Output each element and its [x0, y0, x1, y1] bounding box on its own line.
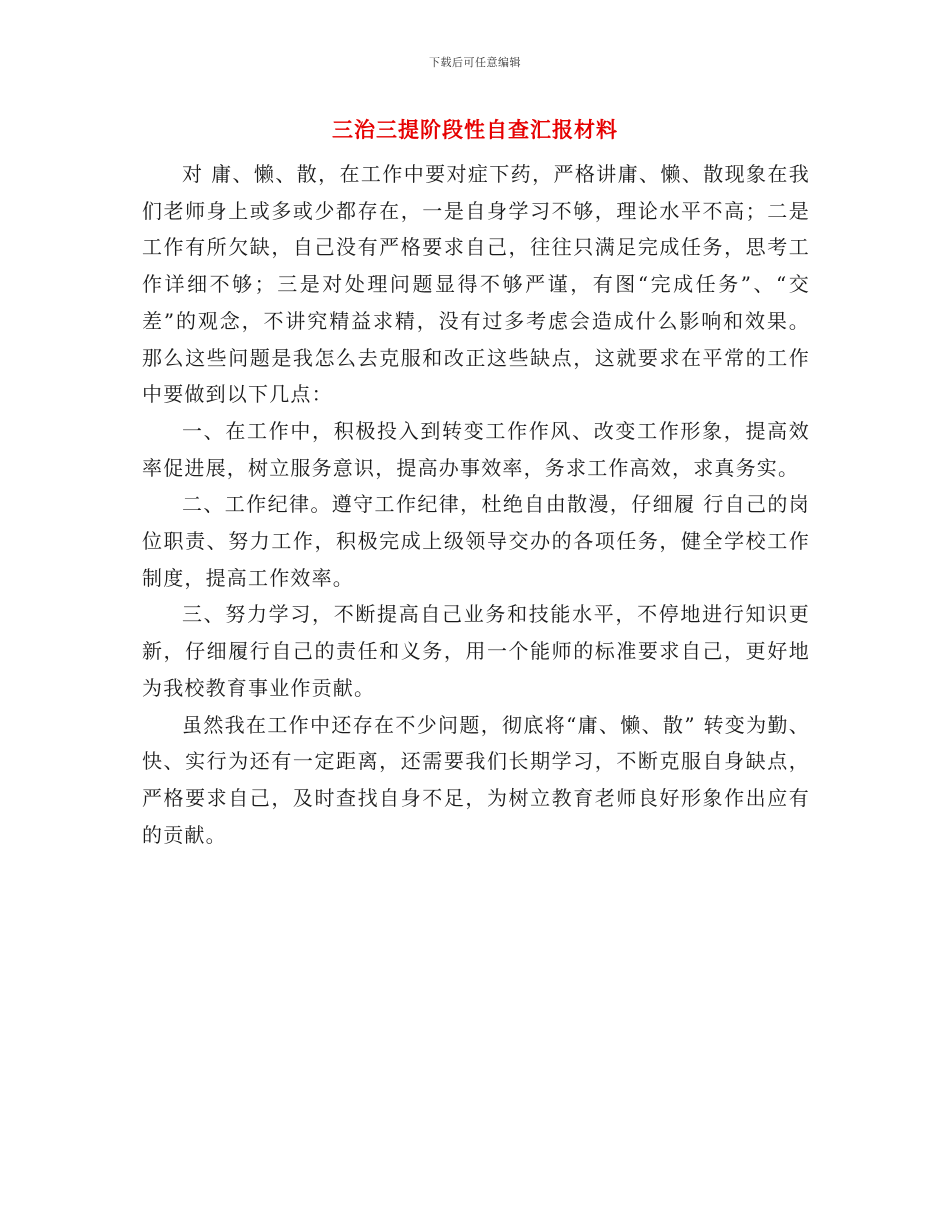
- paragraph-conclusion: 虽然我在工作中还存在不少问题，彻底将“庸、懒、散” 转变为勤、快、实行为还有一定距离，还需要我们长期学习，不断克服自身缺点，严格要求自己，及时查找自身不足，为树立教育老师良好形象作出应有的贡献。: [142, 712, 810, 847]
- paragraph-intro: 对 庸、懒、散，在工作中要对症下药，严格讲庸、懒、散现象在我们老师身上或多或少都存在，一是自身学习不够，理论水平不高；二是工作有所欠缺，自己没有严格要求自己，往往只满足完成任务，思考工作详细不够；三是对处理问题显得不够严谨，有图“完成任务”、“交差”的观念，不讲究精益求精，没有过多考虑会造成什么影响和效果。那么这些问题是我怎么去克服和改正这些缺点，这就要求在平常的工作中要做到以下几点：: [142, 162, 810, 407]
- document-body: [142, 156, 810, 853]
- paragraph-point-two: 二、工作纪律。遵守工作纪律，杜绝自由散漫，仔细履 行自己的岗位职责、努力工作，积极完成上级领导交办的各项任务，健全学校工作制度，提高工作效率。: [142, 492, 810, 590]
- paragraph-point-one: 一、在工作中，积极投入到转变工作作风、改变工作形象，提高效率促进展，树立服务意识，提高办事效率，务求工作高效，求真务实。: [142, 418, 810, 480]
- header-note: 下载后可任意编辑: [429, 56, 521, 69]
- document-title: 三治三提阶段性自查汇报材料: [332, 118, 618, 142]
- paragraph-point-three: 三、努力学习，不断提高自己业务和技能水平，不停地进行知识更新，仔细履行自己的责任和义务，用一个能师的标准要求自己，更好地为我校教育事业作贡献。: [142, 602, 810, 700]
